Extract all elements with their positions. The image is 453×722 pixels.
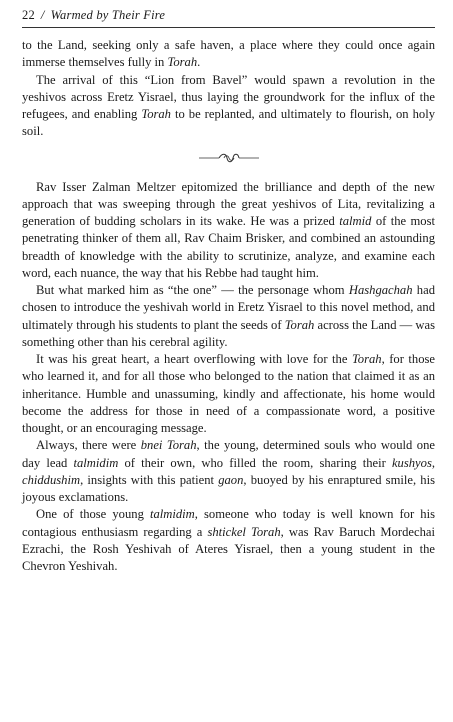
body-text — [22, 37, 435, 575]
paragraph: Always, there were bnei Torah, the young, determined souls who would one day lead talmidim of their own, who filled the room, sharing their kushyos, chiddushim, insights with this patient gaon, buoyed by his enraptured smile, his joyous exclamations. — [22, 438, 435, 504]
paragraph: to the Land, seeking only a safe haven, a place where they could once again immerse themselves fully in Torah. — [22, 38, 435, 70]
flourish-divider-icon — [22, 151, 435, 165]
page-number: 22 — [22, 8, 35, 22]
section-two — [22, 179, 435, 576]
paragraph: But what marked him as “the one” — the personage whom Hashgachah had chosen to introduce the yeshivah world in Eretz Yisrael to this novel method, and ultimately through his students to plant the seeds of Torah across the Land — was something other than his cerebral agility. — [22, 283, 436, 349]
book-title: Warmed by Their Fire — [50, 8, 166, 22]
paragraph: It was his great heart, a heart overflowing with love for the Torah, for those who learned it, and for all those who belonged to the nation that claimed it as an inheritance. Humble and unassuming, kindly and affectionate, his home would become the address for those in need of a compassionate word, a positive thought, or an encouraging message. — [22, 352, 435, 435]
paragraph: The arrival of this “Lion from Bavel” would spawn a revolution in the yeshivos across Eretz Yisrael, thus laying the groundwork for the influx of the refugees, and enabling Torah to be replanted, and ultimately to flourish, on holy soil. — [22, 72, 435, 139]
header-separator: / — [40, 8, 45, 22]
running-header — [22, 8, 435, 28]
paragraph: Rav Isser Zalman Meltzer epitomized the brilliance and depth of the new approach that was sweeping through the great yeshivos of Lita, revitalizing a generation of budding scholars in its wake. He was a prized talmid of the most penetrating thinker of them all, Rav Chaim Brisker, and combined an astounding breadth of knowledge with the ability to scrutinize, analyze, and examine each word, each nuance, the way that his Rebbe had taught him. — [22, 179, 435, 280]
section-one — [22, 37, 435, 141]
paragraph: One of those young talmidim, someone who today is well known for his contagious enthusiasm regarding a shtickel Torah, was Rav Baruch Mordechai Ezrachi, the Rosh Yeshivah of Ateres Yisrael, then a young student in the Chevron Yeshivah. — [22, 507, 435, 573]
